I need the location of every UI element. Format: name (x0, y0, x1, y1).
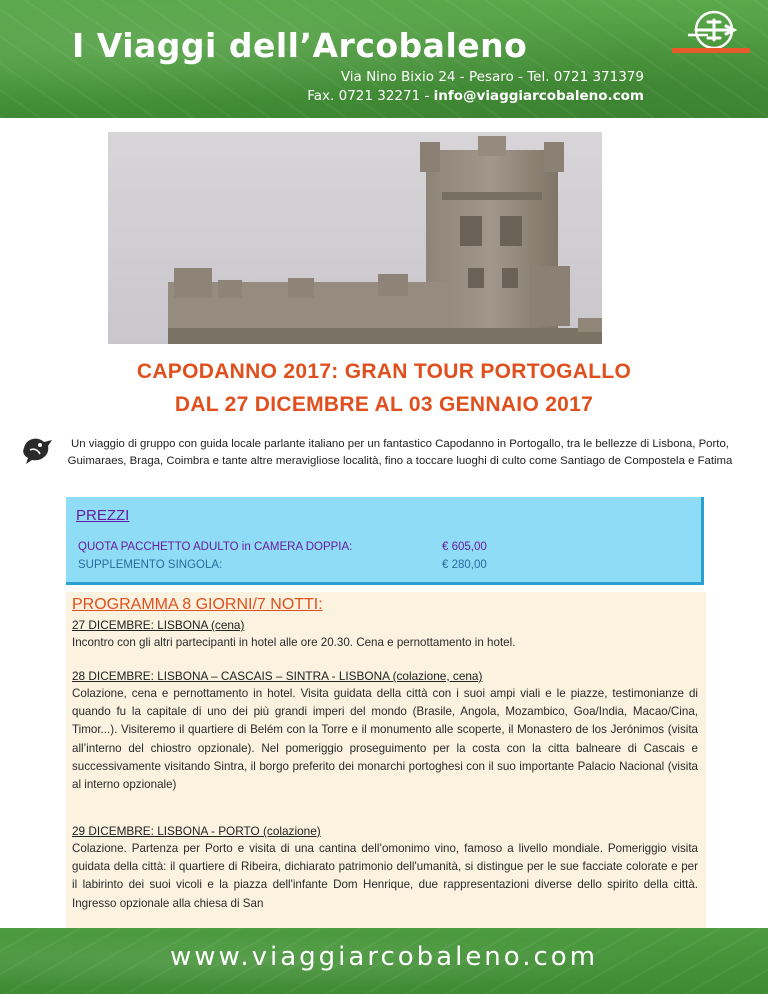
programme-heading: PROGRAMMA 8 GIORNI/7 NOTTI: (72, 596, 323, 613)
website-link[interactable]: www.viaggiarcobaleno.com (169, 942, 599, 972)
fax-text: Fax. 0721 32271 - (307, 88, 434, 104)
programme-section (66, 592, 706, 928)
price-label-double: QUOTA PACCHETTO ADULTO in CAMERA DOPPIA: (78, 541, 353, 553)
price-label-single: SUPPLEMENTO SINGOLA: (78, 559, 223, 571)
prices-heading: PREZZI (76, 507, 130, 524)
day-title: 28 DICEMBRE: LISBONA – CASCAIS – SINTRA - LISBONA (colazione, cena) (72, 669, 483, 683)
price-value-double: € 605,00 (442, 541, 487, 553)
prices-box (66, 497, 704, 585)
belem-tower-photo (108, 132, 602, 344)
trip-dates: DAL 27 DICEMBRE AL 03 GENNAIO 2017 (174, 393, 594, 416)
email-link[interactable]: info@viaggiarcobaleno.com (433, 88, 644, 104)
contact-info (307, 68, 644, 106)
airplane-icon (668, 8, 752, 56)
header-banner (0, 0, 768, 118)
price-value-single: € 280,00 (442, 559, 487, 571)
trip-title: CAPODANNO 2017: GRAN TOUR PORTOGALLO (136, 360, 632, 383)
brand-title: I Viaggi dell’Arcobaleno (72, 26, 528, 65)
day-description: Colazione. Partenza per Porto e visita di una cantina dell’omonimo vino, famoso a livello mondiale. Pomeriggio visita guidata della città: il quartiere di Ribeira, dichiarato patrimonio dell'umanità, si distingue per le sue facciate colorate e per il labirinto dei suoi vicoli e la piazza dell'infante Dom Henrique, due rappresentazioni diverse dello spirito della città. Ingresso opzionale alla chiesa di San (72, 842, 698, 910)
fax-email-line (307, 87, 644, 106)
intro-text: Un viaggio di gruppo con guida locale parlante italiano per un fantastico Capodanno in Portogallo, tra le bellezze di Lisbona, Porto, Guimaraes, Braga, Coimbra e tante altre meravigliose località, fino a toccare luoghi di culto come Santiago de Compostela e Fatima (67, 438, 733, 467)
day-title: 27 DICEMBRE: LISBONA (cena) (72, 618, 245, 632)
day-description: Incontro con gli altri partecipanti in hotel alle ore 20.30. Cena e pernottamento in hotel. (72, 636, 516, 649)
footer-banner (0, 928, 768, 994)
day-title: 29 DICEMBRE: LISBONA - PORTO (colazione) (72, 824, 321, 838)
address-line: Via Nino Bixio 24 - Pesaro - Tel. 0721 371379 (340, 69, 644, 85)
day-description: Colazione, cena e pernottamento in hotel. Visita guidata della città con i suoi ampi viali e le piazze, testimonianze di quando fu la capitale di uno dei più grandi imperi del mondo (Brasile, Angola, Mozambico, Goa/India, Macao/Cina, Timor...). Visiteremo il quartiere di Belém con la Torre e il monumento alle scoperte, il Monastero de los Jerónimos (visita all’interno del chiostro opzionale). Nel pomeriggio proseguimento per la costa con la citta balneare di Cascais e successivamente visitando Sintra, il borgo preferito dei monarchi portoghesi con il suo importante Palacio Nacional (visita al interno opzionale) (72, 687, 698, 792)
bird-icon (18, 428, 58, 468)
